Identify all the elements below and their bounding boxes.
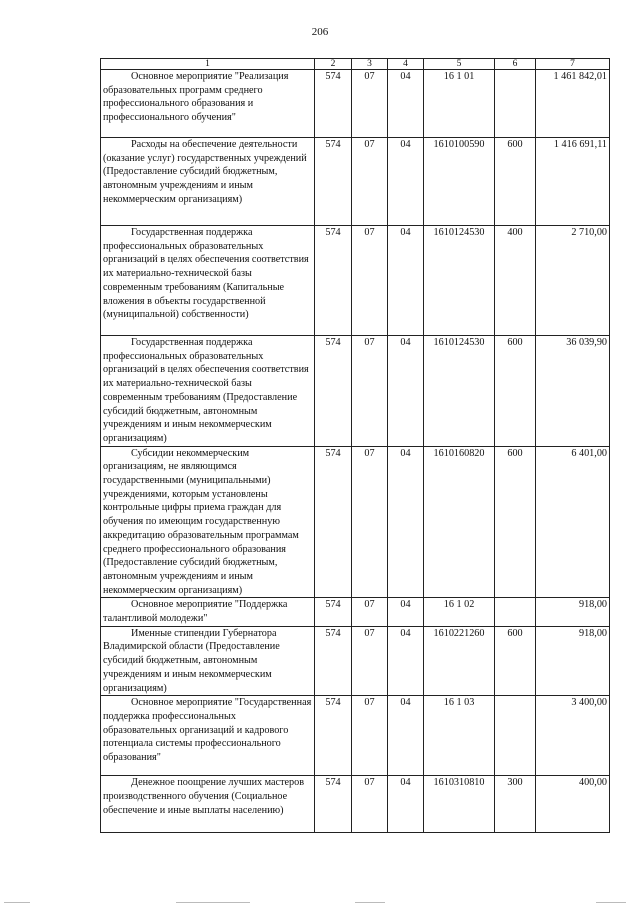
cell-target-code: 16 1 01: [424, 70, 495, 138]
cell-amount: 6 401,00: [536, 446, 610, 598]
header-col-3: 3: [352, 59, 388, 70]
cell-ministry: 574: [315, 696, 352, 776]
header-row: [101, 59, 610, 70]
row-name-text: Денежное поощрение лучших мастеров производственного обучения (Социальное обеспечение и иные выплаты населению): [103, 777, 305, 816]
cell-expense-type: 400: [495, 226, 536, 336]
header-col-4: 4: [388, 59, 424, 70]
cell-target-code: 1610124530: [424, 226, 495, 336]
row-name-text: Государственная поддержка профессиональных образовательных организаций в целях обеспечения соответствия их материально-технической базы современным требованиям (Капитальные вложения в объекты государственной (муниципальной) собственности): [103, 227, 309, 321]
cell-expense-type: 600: [495, 336, 536, 447]
cell-ministry: 574: [315, 336, 352, 447]
cell-expense-type: [495, 70, 536, 138]
cell-expense-type: 600: [495, 138, 536, 226]
row-name: [101, 626, 315, 696]
cell-amount: 918,00: [536, 598, 610, 626]
table-row: [101, 446, 610, 598]
cell-target-code: 1610310810: [424, 776, 495, 833]
cell-target-code: 16 1 03: [424, 696, 495, 776]
cell-section: 07: [352, 776, 388, 833]
scan-edge-line: [4, 902, 30, 903]
row-name: [101, 696, 315, 776]
cell-section: 07: [352, 138, 388, 226]
row-name: [101, 336, 315, 447]
table-row: [101, 776, 610, 833]
budget-table: [100, 58, 610, 833]
cell-target-code: 1610221260: [424, 626, 495, 696]
cell-target-code: 16 1 02: [424, 598, 495, 626]
cell-amount: 400,00: [536, 776, 610, 833]
table-row: [101, 138, 610, 226]
row-name: [101, 776, 315, 833]
row-name: [101, 70, 315, 138]
header-col-7: 7: [536, 59, 610, 70]
cell-subsection: 04: [388, 598, 424, 626]
table-row: [101, 226, 610, 336]
row-name: [101, 598, 315, 626]
cell-section: 07: [352, 70, 388, 138]
header-col-2: 2: [315, 59, 352, 70]
cell-amount: 1 416 691,11: [536, 138, 610, 226]
cell-ministry: 574: [315, 226, 352, 336]
cell-expense-type: 600: [495, 446, 536, 598]
row-name: [101, 226, 315, 336]
cell-expense-type: [495, 598, 536, 626]
scan-edge-line: [355, 902, 385, 903]
cell-ministry: 574: [315, 776, 352, 833]
row-name-text: Государственная поддержка профессиональных образовательных организаций в целях обеспечения соответствия их материально-технической базы современным требованиям (Предоставление субсидий бюджетным, автономным учреждениям и иным некоммерческим организациям): [103, 337, 309, 444]
cell-amount: 36 039,90: [536, 336, 610, 447]
cell-ministry: 574: [315, 446, 352, 598]
page-number: 206: [311, 26, 329, 38]
cell-ministry: 574: [315, 626, 352, 696]
cell-subsection: 04: [388, 626, 424, 696]
cell-subsection: 04: [388, 226, 424, 336]
table-row: [101, 70, 610, 138]
cell-section: 07: [352, 446, 388, 598]
cell-section: 07: [352, 336, 388, 447]
table-row: [101, 696, 610, 776]
header-col-5: 5: [424, 59, 495, 70]
cell-subsection: 04: [388, 776, 424, 833]
cell-expense-type: 600: [495, 626, 536, 696]
cell-subsection: 04: [388, 696, 424, 776]
row-name-text: Основное мероприятие "Реализация образовательных программ среднего профессионального образования и профессионального обучения": [103, 71, 289, 124]
table-row: [101, 598, 610, 626]
cell-target-code: 1610100590: [424, 138, 495, 226]
cell-section: 07: [352, 226, 388, 336]
row-name: [101, 138, 315, 226]
cell-section: 07: [352, 696, 388, 776]
row-name-text: Основное мероприятие "Государственная поддержка профессиональных образовательных организаций и кадрового потенциала системы профессионального образования": [103, 697, 312, 764]
cell-section: 07: [352, 598, 388, 626]
cell-subsection: 04: [388, 446, 424, 598]
row-name: [101, 446, 315, 598]
cell-ministry: 574: [315, 598, 352, 626]
cell-ministry: 574: [315, 70, 352, 138]
cell-expense-type: [495, 696, 536, 776]
table-row: [101, 626, 610, 696]
row-name-text: Именные стипендии Губернатора Владимирской области (Предоставление субсидий бюджетным, автономным учреждениям и иным некоммерческим организациям): [103, 627, 280, 694]
cell-expense-type: 300: [495, 776, 536, 833]
scan-edge-line: [596, 902, 626, 903]
cell-amount: 1 461 842,01: [536, 70, 610, 138]
row-name-text: Расходы на обеспечение деятельности (оказание услуг) государственных учреждений (Предоставление субсидий бюджетным, автономным учреждениям и иным некоммерческим организациям): [103, 139, 307, 205]
scan-edge-line: [176, 902, 250, 903]
cell-subsection: 04: [388, 138, 424, 226]
header-col-1: 1: [101, 59, 315, 70]
cell-ministry: 574: [315, 138, 352, 226]
cell-amount: 918,00: [536, 626, 610, 696]
cell-target-code: 1610124530: [424, 336, 495, 447]
cell-section: 07: [352, 626, 388, 696]
table-row: [101, 336, 610, 447]
cell-amount: 3 400,00: [536, 696, 610, 776]
row-name-text: Субсидии некоммерческим организациям, не являющимся государственными (муниципальными) учреждениями, которым установлены контрольные цифры приема граждан для обучения по имеющим государственную аккредитацию образовательным программам среднего профессионального образования (Предоставление субсидий бюджетным, автономным учреждениям и иным некоммерческим организациям): [103, 447, 299, 596]
header-col-6: 6: [495, 59, 536, 70]
cell-subsection: 04: [388, 70, 424, 138]
cell-subsection: 04: [388, 336, 424, 447]
row-name-text: Основное мероприятие "Поддержка талантливой молодежи": [103, 599, 288, 625]
cell-target-code: 1610160820: [424, 446, 495, 598]
cell-amount: 2 710,00: [536, 226, 610, 336]
